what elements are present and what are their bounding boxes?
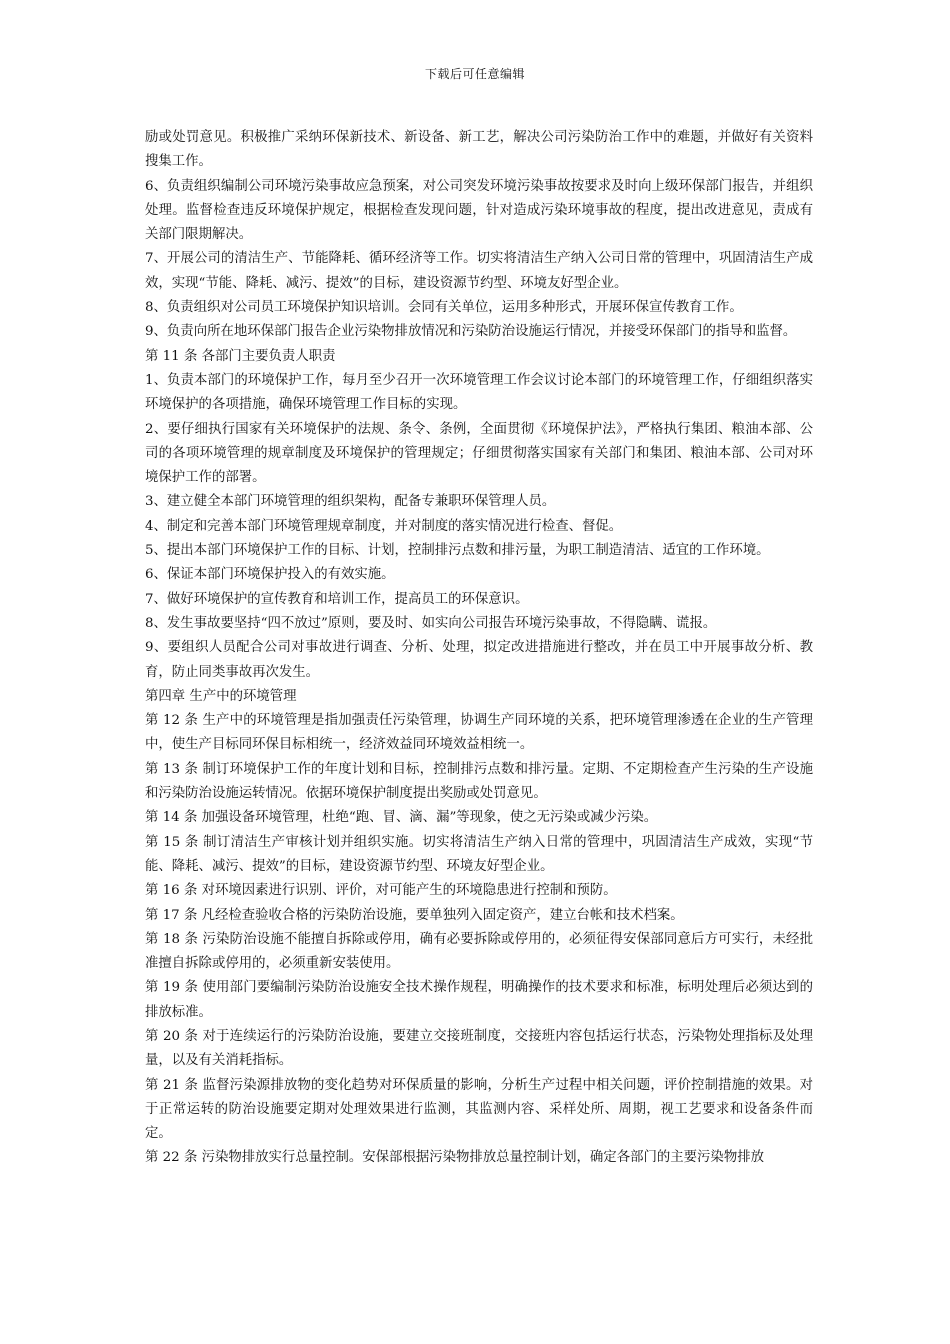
article-paragraph: 第 22 条 污染物排放实行总量控制。安保部根据污染物排放总量控制计划，确定各部门的主要污染物排放 — [145, 1150, 764, 1166]
chapter-heading: 第四章 生产中的环境管理 — [145, 688, 297, 704]
article-paragraph: 第 20 条 对于连续运行的污染防治设施，要建立交接班制度，交接班内容包括运行状态，污染物处理指标及处理量，以及有关消耗指标。 — [145, 1028, 813, 1069]
paragraph: 6、负责组织编制公司环境污染事故应急预案，对公司突发环境污染事故按要求及时向上级环保部门报告，并组织处理。监督检查违反环境保护规定，根据检查发现问题，针对造成污染环境事故的程度，提出改进意见，责成有关部门限期解决。 — [145, 178, 813, 243]
article-paragraph: 第 12 条 生产中的环境管理是指加强责任污染管理，协调生产同环境的关系，把环境管理渗透在企业的生产管理中，使生产目标同环保目标相统一，经济效益同环境效益相统一。 — [145, 713, 813, 753]
paragraph: 3、建立健全本部门环境管理的组织架构，配备专兼职环保管理人员。 — [145, 494, 556, 510]
article-paragraph: 第 17 条 凡经检查验收合格的污染防治设施，要单独列入固定资产，建立台帐和技术档案。 — [145, 907, 684, 923]
article-paragraph: 第 21 条 监督污染源排放物的变化趋势对环保质量的影响，分析生产过程中相关问题，评价控制措施的效果。对于正常运转的防治设施要定期对处理效果进行监测，其监测内容、采样处所、周期，视工艺要求和设备条件而定。 — [145, 1077, 813, 1142]
paragraph: 6、保证本部门环境保护投入的有效实施。 — [145, 567, 395, 583]
paragraph: 8、发生事故要坚持“四不放过”原则，要及时、如实向公司报告环境污染事故，不得隐瞒、谎报。 — [145, 615, 717, 631]
document-body — [145, 126, 813, 1171]
article-paragraph: 第 15 条 制订清洁生产审核计划并组织实施。切实将清洁生产纳入日常的管理中，巩固清洁生产成效，实现“节能、降耗、减污、提效”的目标，建设资源节约型、环境友好型企业。 — [145, 834, 813, 874]
article-paragraph: 第 18 条 污染防治设施不能擅自拆除或停用，确有必要拆除或停用的，必须征得安保部同意后方可实行，未经批准擅自拆除或停用的，必须重新安装使用。 — [145, 931, 813, 972]
page-header: 下载后可任意编辑 — [424, 67, 525, 81]
paragraph: 1、负责本部门的环境保护工作，每月至少召开一次环境管理工作会议讨论本部门的环境管理工作，仔细组织落实环境保护的各项措施，确保环境管理工作目标的实现。 — [145, 372, 813, 413]
article-paragraph: 第 19 条 使用部门要编制污染防治设施安全技术操作规程，明确操作的技术要求和标准，标明处理后必须达到的排放标准。 — [145, 980, 813, 1020]
paragraph: 9、负责向所在地环保部门报告企业污染物排放情况和污染防治设施运行情况，并接受环保部门的指导和监督。 — [145, 324, 797, 340]
paragraph: 5、提出本部门环境保护工作的目标、计划，控制排污点数和排污量，为职工制造清洁、适宜的工作环境。 — [145, 543, 770, 559]
paragraph: 4、制定和完善本部门环境管理规章制度，并对制度的落实情况进行检查、督促。 — [145, 518, 623, 534]
article-paragraph: 第 14 条 加强设备环境管理，杜绝“跑、冒、滴、漏”等现象，使之无污染或减少污染。 — [145, 810, 658, 826]
paragraph: 9、要组织人员配合公司对事故进行调查、分析、处理，拟定改进措施进行整改，并在员工中开展事故分析、教育，防止同类事故再次发生。 — [145, 640, 813, 680]
paragraph: 励或处罚意见。积极推广采纳环保新技术、新设备、新工艺，解决公司污染防治工作中的难题，并做好有关资料搜集工作。 — [145, 130, 813, 170]
paragraph: 2、要仔细执行国家有关环境保护的法规、条令、条例，全面贯彻《环境保护法》，严格执行集团、粮油本部、公司的各项环境管理的规章制度及环境保护的管理规定；仔细贯彻落实国家有关部门和集团、粮油本部、公司对环境保护工作的部署。 — [145, 421, 813, 486]
article-heading: 第 11 条 各部门主要负责人职责 — [145, 348, 336, 364]
paragraph: 8、负责组织对公司员工环境保护知识培训。会同有关单位，运用多种形式，开展环保宣传教育工作。 — [145, 300, 743, 316]
article-paragraph: 第 16 条 对环境因素进行识别、评价，对可能产生的环境隐患进行控制和预防。 — [145, 883, 617, 899]
article-paragraph: 第 13 条 制订环境保护工作的年度计划和目标，控制排污点数和排污量。定期、不定期检查产生污染的生产设施和污染防治设施运转情况。依据环境保护制度提出奖励或处罚意见。 — [145, 761, 813, 802]
paragraph: 7、开展公司的清洁生产、节能降耗、循环经济等工作。切实将清洁生产纳入公司日常的管理中，巩固清洁生产成效，实现“节能、降耗、减污、提效”的目标，建设资源节约型、环境友好型企业。 — [145, 251, 813, 291]
paragraph: 7、做好环境保护的宣传教育和培训工作，提高员工的环保意识。 — [145, 591, 529, 607]
